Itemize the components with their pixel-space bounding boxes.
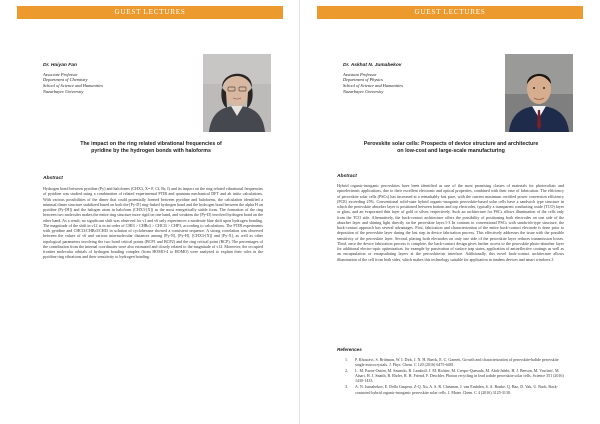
references-heading: References bbox=[337, 347, 362, 352]
reference-number: 2. bbox=[345, 368, 348, 374]
abstract-heading: Abstract bbox=[43, 176, 63, 181]
author-name: Dr. Haiyan Fan bbox=[43, 63, 77, 68]
author-name: Dr. Askhat N. Jumabekov bbox=[343, 63, 402, 68]
reference-number: 1. bbox=[345, 357, 348, 362]
reference-item bbox=[345, 384, 567, 394]
abstract-heading: Abstract bbox=[337, 174, 357, 179]
author-university: Nazarbayev University bbox=[343, 88, 384, 94]
abstract-text: Hybrid organic-inorganic perovskites have been identified as one of the most promising classes of materials for photovoltaic and optoelectronic applications, due to their excellent electronic and optical properties, combined with their ease of fabrication. The efficiency of perovskite solar cells (PSCs) has increased at a remarkably fast pace, with the current maximum certified power conversion efficiency (PCE) exceeding 25%. Conventional solid-state hybrid organic-inorganic perovskite-based solar cells have a sandwich type structure in which the perovskite absorber layer is positioned between bottom and top electrodes, typically a transparent conducting oxide (TCO) layer or glass, and an evaporated thin layer of gold or silver, respectively. Such an architecture for PSCs allows illumination of the cells only from the TCO side. Alternatively, the back-contact architecture offers the possibility of positioning both electrodes on one side of the absorber layer and shining light directly on the perovskite layer.1-3 In contrast to conventional PSCs with sandwich-type structure, the back-contact approach has several advantages. First, fabrication and characterization of the entire back-contact electrode is done prior to deposition of the perovskite layer during the last step in device fabrication process. This effectively addresses the issue with the possible sensitivity of the perovskite layer. Second, placing both electrodes on only one side of the perovskite layer reduces transmission losses. Third, once the device fabrication process is complete, the back-contact design gives further access to the perovskite photo-absorber layer for additional electro-optic optimization, for example by passivation of surface trap states, application of antireflective coatings as well as an encapsulation or encapsulating layers at the perovskite/air interface. Additionally, this novel back-contact architecture allows illumination of the cell from both sides, which makes this technology suitable for application in tandem devices and smart windows.3 bbox=[337, 183, 564, 262]
references-list bbox=[345, 357, 567, 396]
author-school: School of Science and Humanities bbox=[43, 83, 103, 89]
author-block bbox=[343, 63, 403, 95]
author-position: Assistant Professor bbox=[343, 71, 377, 77]
paper-title-line: The impact on the ring related vibrational frequencies of bbox=[80, 141, 222, 147]
author-photo bbox=[203, 54, 271, 132]
reference-item bbox=[345, 368, 567, 383]
reference-text: P. Khosravi, S. Brittman, W. I. Dirk, J. N. H. Baeck, E. C. Garnett, Growth and characterization of perovskite-halide perovskite single microcrystals. J. Phys. Chem. C 120 (2016) 6475-6481. bbox=[355, 357, 559, 368]
paper-title-line: on low-cost and large-scale manufacturing bbox=[397, 148, 505, 155]
author-school: School of Science and Humanities bbox=[343, 83, 403, 89]
author-position: Associate Professor bbox=[43, 71, 78, 77]
author-photo bbox=[505, 54, 573, 132]
author-portrait-image bbox=[505, 54, 573, 132]
reference-text: L. M. Pazos-Outón, M. Szumilo, R. Lamboll, J. M. Richter, M. Crespo-Quesada, M. Abdi-Jalebi, H. J. Beeson, M. Vrućinić, M. Alsari, H. J. Snaith, B. Ehrler, R. H. Friend, F. Deschler, Photon recycling in lead iodide perovskite solar cells. Science 351 (2016) 1430-1433. bbox=[355, 368, 564, 384]
author-portrait-image bbox=[203, 54, 271, 132]
paper-title bbox=[340, 141, 562, 156]
author-block bbox=[43, 63, 103, 95]
reference-text: A. N. Jumabekov, E. Della Gaspera, Z-Q. Xu, A. S. R. Chesman, J. van Embden, S. A. Bonke, Q. Bao, D. Vak, U. Bach, Back-contacted hybrid organic-inorganic perovskite solar cells. J. Mater. Chem. C 4 (2016) 3125-3130. bbox=[355, 384, 558, 395]
paper-title-line: Perovskite solar cells: Prospects of device structure and architecture bbox=[363, 141, 539, 147]
author-department: Department of Physics bbox=[343, 77, 383, 83]
right-page bbox=[300, 0, 600, 424]
paper-title-line: pyridine by the hydrogen bonds with haloforms bbox=[91, 148, 211, 155]
reference-number: 3. bbox=[345, 384, 348, 390]
paper-title bbox=[40, 141, 262, 156]
abstract-text: Hydrogen bond between pyridine (Py) and haloforms (CHX3, X= F, Cl, Br, I) and its impact on the ring related vibrational frequencies of pyridine was studied using a combination of related experimental FTIR and quantum mechanical DFT and ab initio calculations. With various possibilities of the dimer that could potentially formed between pyridine and haloforms, the calculation identified a minimal dimer structure stabilized based on both the [Py-D] ring-linked hydrogen bond and the hydrogen bond between the alpha H on pyridine (Py-[H]) and the halogen atom in haloform (CHX3-[X]) as the most energetically stable form. The formation of the ring between two molecules makes the entire ring structure more rigid on one hand, and weakens the [Py-D] involved hydrogen bond on the other hand. As a result, no significant shift was observed for ν1 and ν6 only experiences a moderate blue shift upon hydrogen bonding. The magnitude of the shift in ν12 is in an order of CHI3 > CHBr3 > CHCl3 > CHF3, according to calculations. The FTIR experiments with pyridine and CHCl3/CHBr3/CHI3 in solution of cyclohexane showed a consistent sequence. A strong correlation was observed between the values of ν6 and various intermolecular distances among [Py-N], [Py-H], [CHX3-[X]] and [Py-X], as well as other topological parameters involving the two bond critical points (BCP1 and BCP2) and the ring critical point (RCP). The percentages of the contribution from the internal coordinates were also estimated and closely related to the magnitude of ν12. Moreover, the occupied frontier molecular orbitals of hydrogen bonding complex (from HOMO-4 to HOMO) were analyzed to explain their roles in the pyridine ring vibrations and their sensitivity to hydrogen bonding. bbox=[43, 186, 263, 260]
reference-item bbox=[345, 357, 567, 367]
author-university: Nazarbayev University bbox=[43, 88, 84, 94]
author-department: Department of Chemistry bbox=[43, 77, 88, 83]
guest-lectures-banner: GUEST LECTURES bbox=[317, 6, 583, 19]
guest-lectures-banner: GUEST LECTURES bbox=[17, 6, 283, 19]
